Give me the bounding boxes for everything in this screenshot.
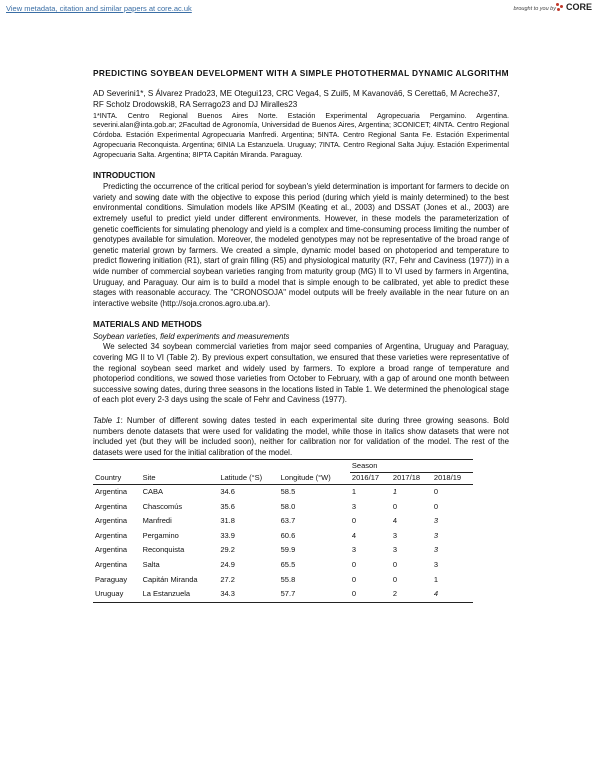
longitude-cell: 57.7 (279, 587, 350, 602)
country-cell: Argentina (95, 559, 128, 569)
season-2017-cell: 0 (392, 559, 398, 569)
brought-to-you-label: brought to you by (513, 6, 556, 12)
column-header: 2018/19 (432, 473, 473, 485)
introduction-paragraph: Predicting the occurrence of the critical period for soybean's yield determination is important for farmers to decide on variety and sowing date with the objective to expose this period (during which yield is mainly determined) to the best environmental conditions. Simulation models like APSIM (Keating et al., 2003) and DSSAT (Jones et al., 2003) are extremely useful to predict yield under different environments. However, in these models the parameterization of genetic coefficients for simulating phenology and yield is a complex and time-consuming process limiting the number of genotypes available for simulation. Moreover, the modeled genotypes may not be representative of the broad range of genetic material grown by farmers. We created a simple, dynamic model based on photoperiod and temperature to predict flowering initiation (R1), start of grain filling (R5) and physiological maturity (R7, Fehr and Caviness (1977)) in a wide number of commercial soybean varieties ranging from maturity group (MG) II to VI used by farmers in Argentina, Uruguay, and Paraguay. Our aim is to build a model that is simple enough to be calibrated, yet able to predict these stages with reasonable accuracy. The "CRONOSOJA" model outputs will be freely available in the near future on an interactive website (http://soja.cronos.agro.uba.ar). (93, 182, 509, 308)
longitude-cell: 65.5 (280, 559, 296, 569)
season-2017-cell: 0 (392, 501, 398, 511)
methods-paragraph: We selected 34 soybean commercial varieties from major seed companies of Argentina, Uruguay and Paraguay, covering MG II to VI (Table 2). By previous expert consultation, we ensured that these varieties were representative of the regional soybean seed market and widely used by farmers. To explore a broad range of temperature and photoperiod conditions, we sowed those varieties from October to February, with a gap of around one month between successive sowing dates, during three seasons in the locations listed in Table 1. We determined the phenological stage of each plot every 2-3 days using the scale of Fehr and Caviness (1977). (93, 342, 509, 405)
longitude-cell: 58.0 (280, 501, 296, 511)
season-2018-cell: 3 (433, 530, 439, 540)
affiliations: 1*INTA. Centro Regional Buenos Aires Norte. Estación Experimental Agropecuaria Pergamino. Argentina. severini.alan@inta.gob.ar; 2Facultad de Agronomía, Universidad de Buenos Aires, Argentina; 3CONICET; 4INTA. Centro Regional Córdoba. Estación Experimental Agropecuaria Manfredi. Argentina; 5INTA. Centro Regional Santa Fe. Estación Experimental Agropecuaria Reconquista. Argentina; 6INIA La Estanzuela. Uruguay; 7INTA. Centro Regional Salta Jujuy. Estación Experimental Agropecuaria Salta. Argentina; 8IPTA Capitán Miranda. Paraguay. (93, 110, 509, 159)
latitude-cell: 34.6 (220, 487, 235, 497)
methods-heading: MATERIALS AND METHODS (93, 320, 202, 330)
methods-subheading: Soybean varieties, field experiments and measurements (93, 331, 290, 341)
core-logo-icon (556, 3, 564, 11)
longitude-cell: 58.5 (280, 487, 296, 497)
country-cell: Paraguay (95, 574, 128, 584)
table-row (93, 587, 473, 602)
season-2018-cell: 3 (433, 545, 439, 555)
season-2016-cell: 0 (351, 559, 357, 569)
latitude-cell: 31.8 (220, 516, 235, 526)
table-caption-text: : Number of different sowing dates tested in each experimental site during three growing seasons. Bold numbers denote datasets that were used for validating the model, while those in italics show datasets that were not included yet (but they will be included soon), neither for calibration nor for validation of the model. The rest of the datasets were used for the initial calibration of the model. (93, 416, 509, 457)
table-row (93, 485, 473, 500)
season-2018-cell: 0 (433, 501, 439, 511)
paper-body (93, 68, 509, 603)
column-header: Site (141, 473, 219, 485)
column-header: 2017/18 (391, 473, 432, 485)
country-cell: Argentina (95, 516, 128, 526)
latitude-cell: 24.9 (220, 559, 235, 569)
longitude-cell: 63.7 (280, 516, 296, 526)
table-label: Table 1 (93, 416, 121, 426)
season-2016-cell: 3 (351, 545, 357, 555)
latitude-cell: 33.9 (220, 530, 235, 540)
table-row (93, 543, 473, 558)
season-2018-cell: 3 (433, 559, 439, 569)
country-cell: Argentina (95, 530, 128, 540)
season-2018-cell: 0 (433, 487, 439, 497)
sowing-dates-table (93, 459, 473, 602)
country-cell: Argentina (95, 545, 128, 555)
season-2017-cell: 1 (392, 487, 398, 497)
table-row (93, 573, 473, 588)
column-header: Country (93, 473, 141, 485)
season-2018-cell: 3 (433, 516, 439, 526)
country-cell: Uruguay (93, 587, 141, 602)
longitude-cell: 59.9 (280, 545, 296, 555)
season-2018-cell: 4 (432, 587, 473, 602)
site-cell: CABA (142, 487, 163, 497)
season-2017-cell: 3 (392, 545, 398, 555)
season-2016-cell: 3 (351, 501, 357, 511)
season-2017-cell: 2 (391, 587, 432, 602)
season-2016-cell: 0 (351, 516, 357, 526)
table-header-row (93, 473, 473, 485)
introduction-heading: INTRODUCTION (93, 170, 156, 180)
longitude-cell: 55.8 (280, 574, 296, 584)
country-cell: Argentina (95, 487, 128, 497)
season-2016-cell: 0 (351, 574, 357, 584)
column-header: 2016/17 (350, 473, 391, 485)
table-row (93, 558, 473, 573)
column-header: Latitude (°S) (218, 473, 278, 485)
site-cell: Pergamino (142, 530, 179, 540)
table-row (93, 514, 473, 529)
country-cell: Argentina (95, 501, 128, 511)
season-2018-cell: 1 (433, 574, 439, 584)
site-cell: La Estanzuela (141, 587, 219, 602)
table-caption (93, 416, 509, 458)
season-2016-cell: 1 (351, 487, 357, 497)
longitude-cell: 60.6 (280, 530, 296, 540)
core-metadata-link[interactable]: View metadata, citation and similar papers at core.ac.uk (6, 4, 192, 13)
core-logo[interactable] (556, 2, 592, 12)
season-2016-cell: 0 (350, 587, 391, 602)
site-cell: Capitán Miranda (142, 574, 198, 584)
table-row (93, 500, 473, 515)
table-season-row (93, 460, 473, 473)
author-list: AD Severini1*, S Álvarez Prado23, ME Otegui123, CRC Vega4, S Zuil5, M Kavanová6, S Ceretta6, M Acreche37, RF Scholz Drodowski8, RA Serrago23 and DJ Miralles23 (93, 89, 500, 109)
core-banner (0, 0, 600, 20)
site-cell: Manfredi (142, 516, 172, 526)
site-cell: Reconquista (142, 545, 185, 555)
site-cell: Chascomús (142, 501, 183, 511)
season-2017-cell: 3 (392, 530, 398, 540)
latitude-cell: 35.6 (220, 501, 235, 511)
latitude-cell: 27.2 (220, 574, 235, 584)
site-cell: Salta (142, 559, 160, 569)
season-2017-cell: 0 (392, 574, 398, 584)
column-header: Longitude (°W) (279, 473, 350, 485)
season-2016-cell: 4 (351, 530, 357, 540)
core-logo-text: CORE (565, 2, 592, 12)
season-label: Season (350, 460, 473, 473)
latitude-cell: 29.2 (220, 545, 235, 555)
paper-title: PREDICTING SOYBEAN DEVELOPMENT WITH A SIMPLE PHOTOTHERMAL DYNAMIC ALGORITHM (93, 68, 509, 78)
latitude-cell: 34.3 (218, 587, 278, 602)
season-2017-cell: 4 (392, 516, 398, 526)
table-row (93, 529, 473, 544)
